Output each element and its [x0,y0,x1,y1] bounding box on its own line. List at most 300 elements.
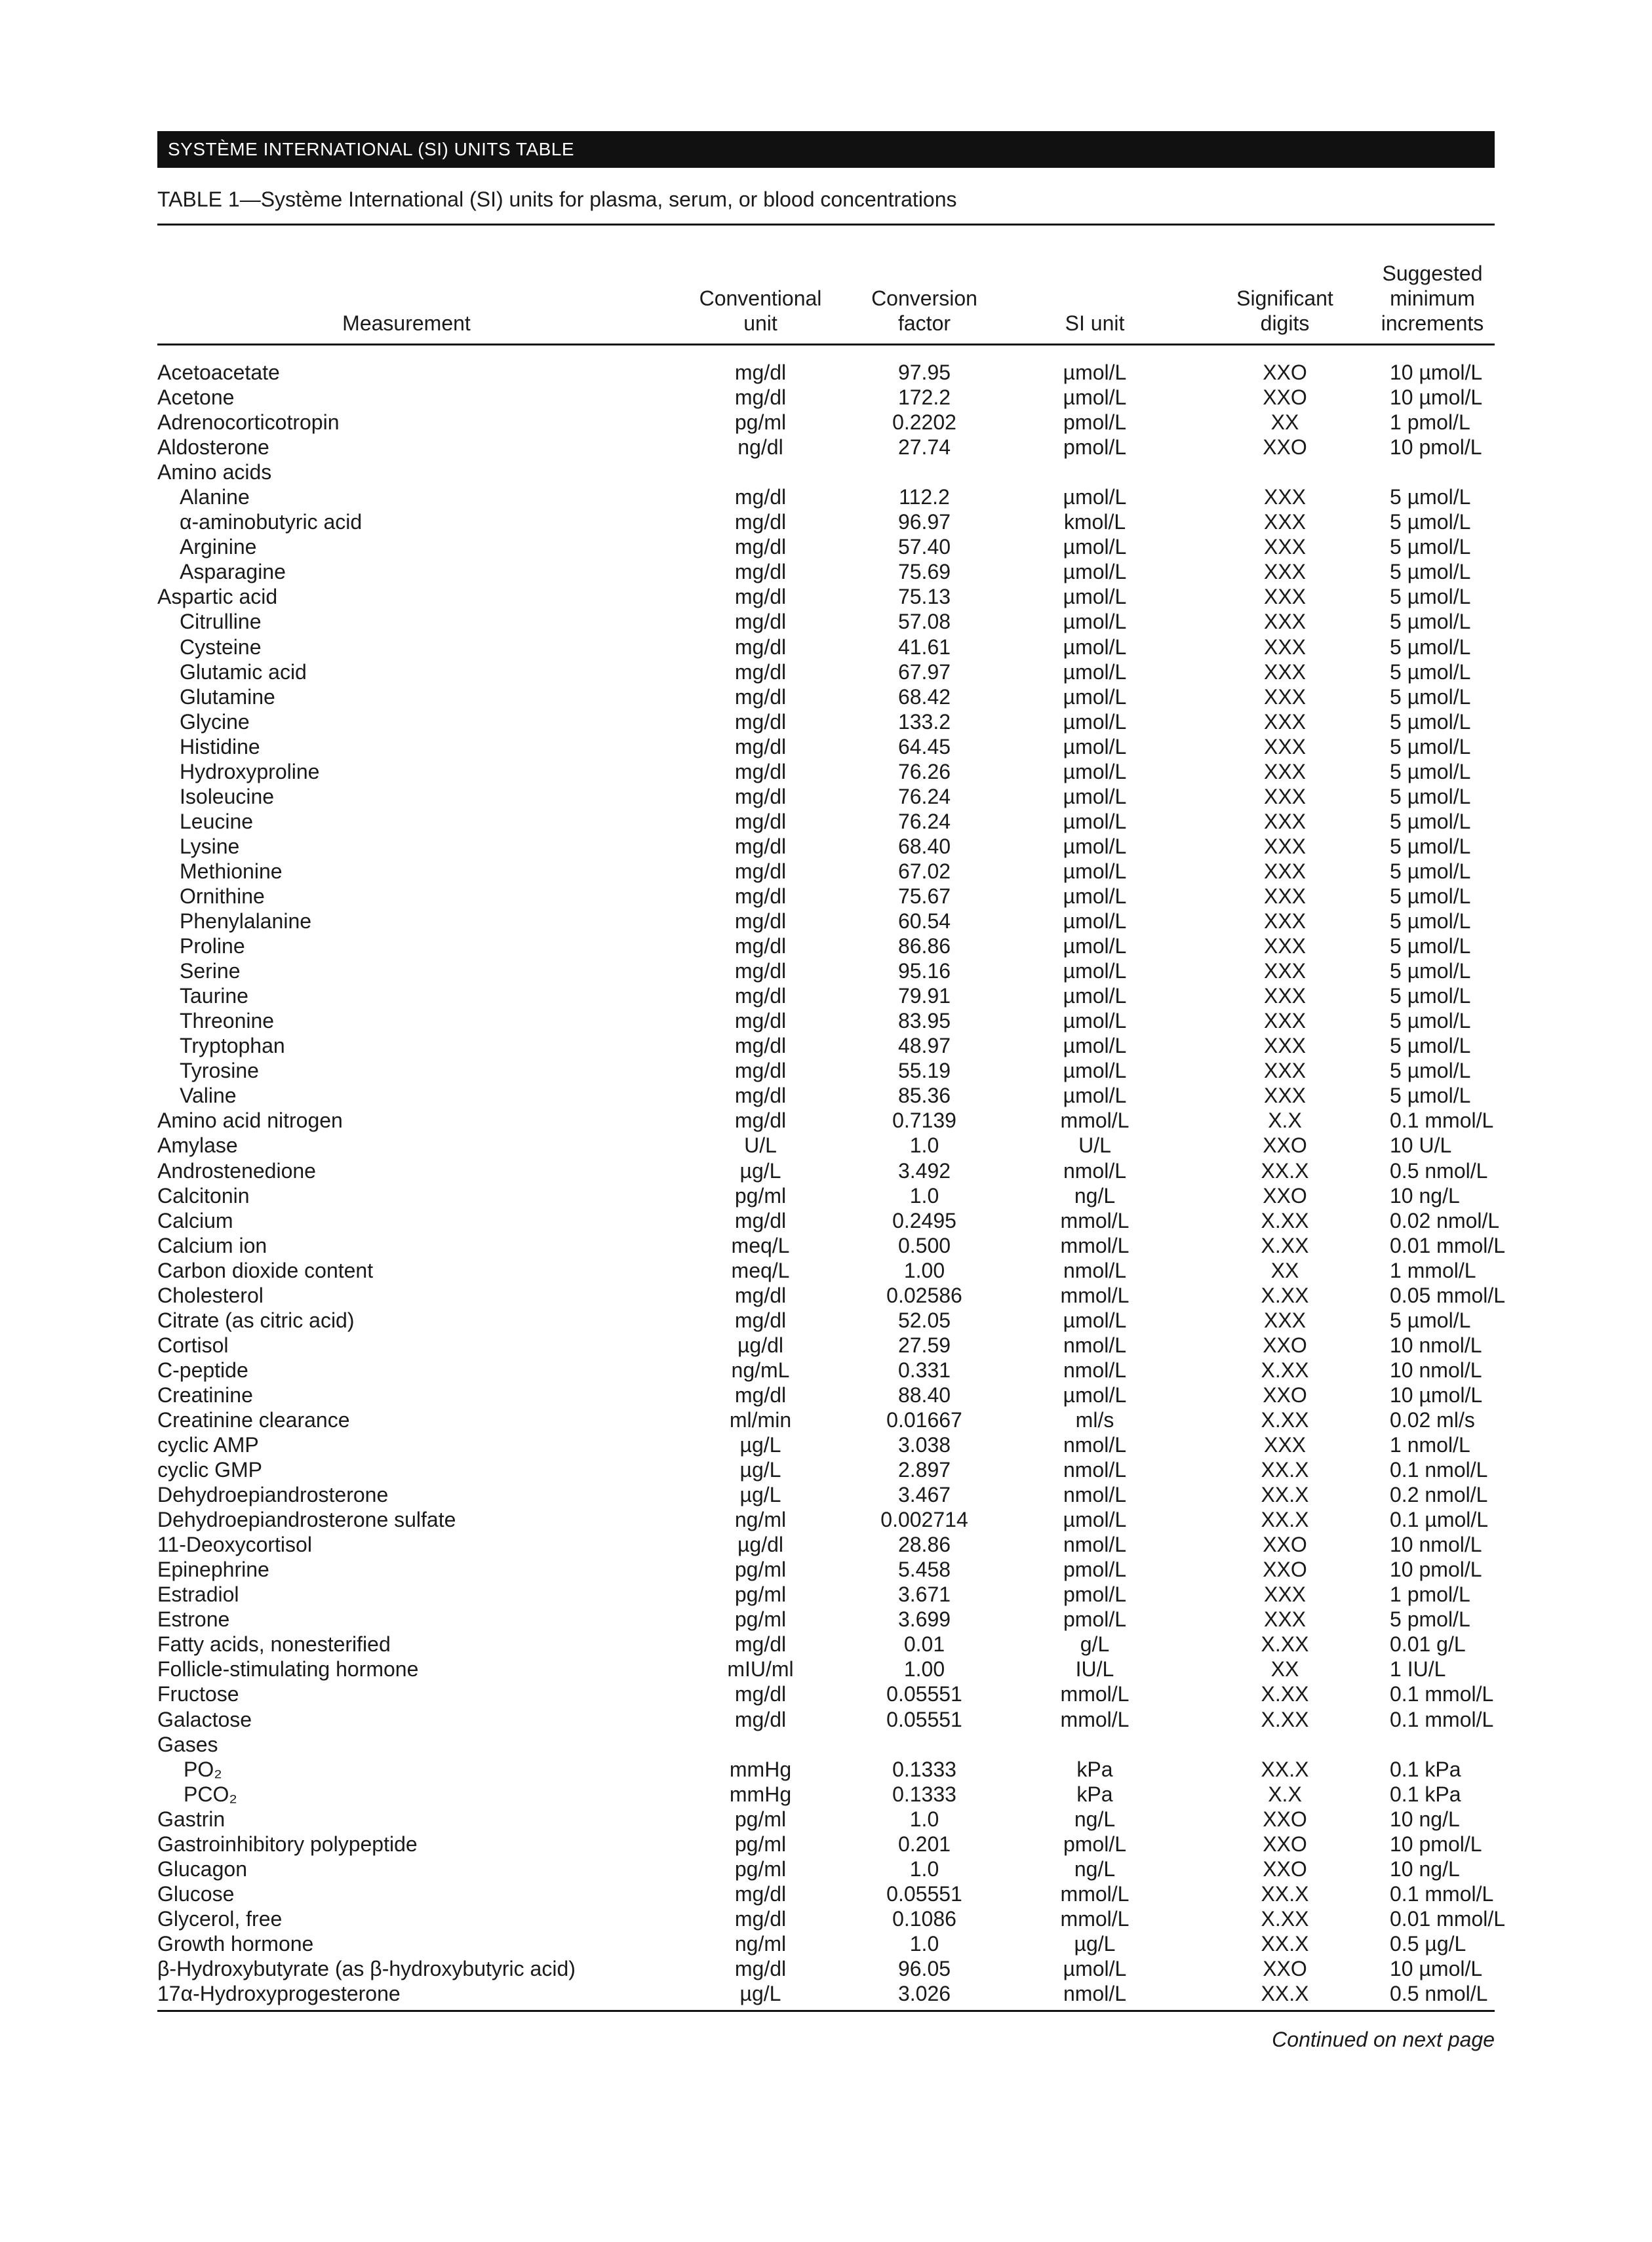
cell-si-unit: pmol/L [1063,1558,1127,1582]
table-row [157,909,1495,934]
cell-conversion-factor: 68.40 [897,834,951,858]
cell-significant-digits: XXO [1263,1333,1307,1357]
cell-conventional-unit: mg/dl [734,1208,787,1232]
table-row [157,934,1495,958]
cell-conventional-unit: mg/dl [734,510,787,534]
cell-measurement: Glutamic acid [180,659,307,684]
cell-conventional-unit: mg/dl [734,1707,787,1731]
cell-measurement: Fatty acids, nonesterified [157,1632,391,1657]
cell-conversion-factor: 172.2 [897,385,951,410]
table-row [157,1956,1495,1981]
cell-conversion-factor: 0.2202 [892,410,956,435]
table-row [157,1083,1495,1108]
table-row [157,635,1495,659]
cell-conventional-unit: mg/dl [734,1084,787,1108]
cell-conventional-unit: mg/dl [734,759,787,783]
cell-increment: 5 µmol/L [1390,759,1471,783]
table-row [157,709,1495,734]
table-row [157,609,1495,634]
cell-increment: 10 ng/L [1390,1183,1460,1208]
header-measurement: Measurement [342,311,471,335]
cell-measurement: Amino acid nitrogen [157,1109,343,1133]
table-row [157,435,1495,460]
cell-measurement: Acetone [157,385,235,410]
cell-measurement: Proline [180,934,245,958]
table-caption: TABLE 1—Système International (SI) units for plasma, serum, or blood concentrations [157,187,957,211]
cell-increment: 5 µmol/L [1390,610,1471,634]
cell-significant-digits: XXX [1263,1009,1307,1033]
cell-increment: 5 µmol/L [1390,834,1471,858]
cell-conversion-factor: 79.91 [897,984,951,1008]
cell-significant-digits: XXX [1263,560,1307,584]
cell-increment: 0.5 µg/L [1390,1931,1466,1956]
cell-increment: 10 nmol/L [1390,1333,1482,1357]
table-row [157,460,1495,484]
cell-conventional-unit: mg/dl [734,934,787,958]
cell-si-unit: nmol/L [1063,1982,1127,2006]
cell-increment: 5 µmol/L [1390,1308,1471,1332]
cell-significant-digits: XXO [1263,385,1307,410]
cell-conversion-factor: 76.24 [897,809,951,833]
cell-conventional-unit: mg/dl [734,560,787,584]
cell-conversion-factor: 0.331 [897,1358,951,1382]
cell-conventional-unit: U/L [744,1133,777,1158]
table-row [157,1333,1495,1358]
continued-note: Continued on next page [1272,2028,1495,2052]
cell-conversion-factor: 1.00 [903,1258,945,1282]
cell-increment: 0.1 nmol/L [1390,1458,1488,1482]
cell-increment: 5 µmol/L [1390,859,1471,883]
cell-measurement: Phenylalanine [180,909,312,934]
cell-significant-digits: XXO [1263,1807,1307,1831]
table-row [157,1058,1495,1083]
cell-conventional-unit: ng/ml [734,1508,787,1532]
cell-si-unit: nmol/L [1063,1333,1127,1357]
cell-conversion-factor: 0.02586 [886,1283,962,1307]
cell-measurement: Glycerol, free [157,1906,283,1931]
cell-si-unit: kmol/L [1063,510,1126,534]
cell-increment: 5 µmol/L [1390,884,1471,908]
cell-si-unit: µmol/L [1063,1059,1127,1083]
cell-si-unit: mmol/L [1060,1707,1130,1731]
cell-measurement: Asparagine [180,560,286,584]
cell-increment: 5 µmol/L [1390,585,1471,609]
cell-significant-digits: XXX [1263,709,1307,734]
cell-significant-digits: XXX [1263,659,1307,684]
cell-si-unit: µmol/L [1063,385,1127,410]
cell-si-unit: µg/L [1074,1931,1116,1956]
cell-conversion-factor: 88.40 [897,1383,951,1407]
cell-increment: 5 µmol/L [1390,734,1471,758]
cell-significant-digits: XXX [1263,535,1307,559]
cell-measurement: Aspartic acid [157,585,278,609]
cell-conversion-factor: 0.01667 [886,1407,962,1432]
table-row [157,1707,1495,1732]
cell-significant-digits: XXO [1263,1558,1307,1582]
cell-significant-digits: XXX [1263,585,1307,609]
cell-conventional-unit: mg/dl [734,385,787,410]
table-row [157,1407,1495,1432]
cell-significant-digits: XX.X [1261,1158,1309,1183]
cell-increment: 10 ng/L [1390,1857,1460,1881]
cell-conventional-unit: mg/dl [734,1682,787,1706]
cell-measurement: Glucagon [157,1857,247,1881]
table-row [157,1258,1495,1283]
cell-conversion-factor: 1.0 [909,1857,939,1881]
table-row [157,1033,1495,1058]
cell-conventional-unit: mg/dl [734,834,787,858]
cell-si-unit: pmol/L [1063,1832,1127,1856]
table-row [157,759,1495,784]
cell-measurement: Galactose [157,1707,252,1731]
table-row [157,1732,1495,1757]
cell-conversion-factor: 1.0 [909,1133,939,1158]
cell-significant-digits: XXX [1263,1607,1307,1632]
cell-measurement: Growth hormone [157,1931,314,1956]
cell-si-unit: µmol/L [1063,635,1127,659]
cell-conventional-unit: ng/ml [734,1931,787,1956]
cell-conversion-factor: 85.36 [897,1084,951,1108]
cell-conversion-factor: 96.05 [897,1957,951,1980]
cell-conversion-factor: 28.86 [897,1533,951,1557]
cell-measurement: Calcitonin [157,1183,250,1208]
cell-measurement: Taurine [180,984,248,1008]
cell-conventional-unit: mg/dl [734,984,787,1008]
bottom-rule [157,2010,1495,2012]
cell-si-unit: µmol/L [1063,934,1127,958]
cell-increment: 5 µmol/L [1390,510,1471,534]
cell-measurement: Tyrosine [180,1059,259,1083]
cell-si-unit: µmol/L [1063,1034,1127,1058]
cell-increment: 5 µmol/L [1390,1084,1471,1108]
cell-conventional-unit: mg/dl [734,361,787,384]
cell-conversion-factor: 5.458 [897,1558,951,1582]
cell-conventional-unit: pg/ml [734,1607,787,1632]
table-row [157,1432,1495,1457]
cell-conversion-factor: 96.97 [897,510,951,534]
cell-conversion-factor: 0.05551 [886,1682,962,1706]
cell-conventional-unit: mg/dl [734,709,787,734]
cell-conversion-factor: 86.86 [897,934,951,958]
cell-increment: 0.01 mmol/L [1390,1233,1506,1257]
cell-increment: 5 µmol/L [1390,709,1471,734]
cell-conventional-unit: pg/ml [734,410,787,435]
table-row [157,784,1495,809]
cell-conventional-unit: pg/ml [734,1857,787,1881]
cell-significant-digits: XX.X [1261,1982,1309,2006]
cell-conventional-unit: mIU/ml [727,1657,794,1682]
cell-conversion-factor: 97.95 [897,361,951,384]
cell-measurement: Cysteine [180,635,262,659]
cell-increment: 0.1 µmol/L [1390,1508,1489,1532]
table-row [157,1208,1500,1233]
cell-si-unit: µmol/L [1063,585,1127,609]
cell-increment: 1 IU/L [1390,1657,1446,1682]
cell-conventional-unit: µg/dl [737,1533,784,1557]
cell-increment: 1 nmol/L [1390,1433,1470,1457]
cell-si-unit: nmol/L [1063,1483,1127,1507]
cell-si-unit: µmol/L [1063,1308,1127,1332]
cell-measurement: Glycine [180,709,250,734]
table-header [157,226,1495,344]
table-row [157,884,1495,909]
table-row [157,410,1495,435]
cell-increment: 5 µmol/L [1390,535,1471,559]
cell-si-unit: µmol/L [1063,1957,1127,1980]
cell-measurement: Fructose [157,1682,239,1706]
cell-conventional-unit: mg/dl [734,734,787,758]
cell-measurement: Epinephrine [157,1558,269,1582]
table-row [157,1832,1495,1857]
cell-si-unit: mmol/L [1060,1682,1130,1706]
cell-si-unit: µmol/L [1063,535,1127,559]
cell-conventional-unit: mg/dl [734,1109,787,1133]
cell-si-unit: mmol/L [1060,1109,1130,1133]
cell-conventional-unit: pg/ml [734,1183,787,1208]
cell-significant-digits: XXX [1263,1084,1307,1108]
cell-si-unit: mmol/L [1060,1208,1130,1232]
cell-significant-digits: XX.X [1261,1483,1309,1507]
cell-conventional-unit: mg/dl [734,1009,787,1033]
cell-significant-digits: XXX [1263,635,1307,659]
cell-si-unit: ng/L [1074,1807,1116,1831]
cell-conversion-factor: 0.05551 [886,1881,962,1906]
cell-si-unit: µmol/L [1063,834,1127,858]
table-row [157,1906,1506,1931]
cell-measurement: Leucine [180,809,254,833]
cell-significant-digits: X.XX [1261,1707,1309,1731]
cell-conversion-factor: 1.0 [909,1183,939,1208]
table-row [157,1358,1495,1383]
cell-significant-digits: X.XX [1261,1407,1309,1432]
cell-increment: 10 nmol/L [1390,1533,1482,1557]
cell-si-unit: pmol/L [1063,1583,1127,1607]
cell-significant-digits: XXX [1263,859,1307,883]
cell-measurement: Aldosterone [157,435,269,460]
cell-conversion-factor: 57.08 [897,610,951,634]
cell-si-unit: kPa [1076,1757,1113,1781]
cell-conversion-factor: 0.01 [903,1632,945,1657]
cell-significant-digits: X.XX [1261,1358,1309,1382]
cell-measurement: Threonine [180,1009,275,1033]
cell-conversion-factor: 75.67 [897,884,951,908]
cell-measurement: 17α-Hydroxyprogesterone [157,1982,401,2006]
cell-increment: 0.02 ml/s [1390,1407,1475,1432]
cell-increment: 0.1 mmol/L [1390,1682,1494,1706]
cell-si-unit: pmol/L [1063,410,1127,435]
table-row [157,1881,1495,1906]
cell-increment: 5 µmol/L [1390,909,1471,934]
cell-si-unit: nmol/L [1063,1533,1127,1557]
cell-significant-digits: XX.X [1261,1757,1309,1781]
cell-conventional-unit: mg/dl [734,809,787,833]
cell-si-unit: µmol/L [1063,361,1127,384]
cell-si-unit: µmol/L [1063,659,1127,684]
cell-significant-digits: X.XX [1261,1682,1309,1706]
cell-si-unit: mmol/L [1060,1906,1130,1931]
cell-conventional-unit: mg/dl [734,535,787,559]
cell-measurement: cyclic GMP [157,1458,262,1482]
cell-si-unit: µmol/L [1063,784,1127,808]
cell-conventional-unit: µg/L [739,1158,781,1183]
cell-measurement: Hydroxyproline [180,759,320,783]
cell-conversion-factor: 64.45 [897,734,951,758]
cell-conventional-unit: µg/dl [737,1333,784,1357]
cell-measurement: Adrenocorticotropin [157,410,340,435]
table-row [157,834,1495,859]
table-row [157,1008,1495,1033]
cell-significant-digits: XX.X [1261,1458,1309,1482]
table-row [157,1507,1495,1532]
cell-si-unit: µmol/L [1063,809,1127,833]
table-row [157,1607,1495,1632]
table-row [157,1133,1495,1158]
cell-conventional-unit: pg/ml [734,1558,787,1582]
cell-si-unit: g/L [1080,1632,1110,1657]
cell-conversion-factor: 1.0 [909,1807,939,1831]
cell-measurement: Histidine [180,734,260,758]
cell-si-unit: µmol/L [1063,1508,1127,1532]
cell-conversion-factor: 3.026 [897,1982,951,2006]
table-row [157,1682,1495,1706]
table-row [157,1557,1495,1582]
cell-si-unit: ml/s [1075,1407,1114,1432]
cell-conversion-factor: 1.00 [903,1657,945,1682]
table-row [157,484,1495,509]
table-row [157,734,1495,759]
cell-conversion-factor: 112.2 [899,485,950,509]
table-row [157,1308,1495,1333]
cell-conversion-factor: 3.038 [897,1433,951,1457]
cell-conventional-unit: mg/dl [734,1906,787,1931]
cell-si-unit: µmol/L [1063,485,1127,509]
cell-conversion-factor: 0.1333 [892,1757,956,1781]
cell-conversion-factor: 0.201 [897,1832,951,1856]
cell-significant-digits: XXO [1263,361,1307,384]
cell-conversion-factor: 48.97 [897,1034,951,1058]
cell-conventional-unit: mg/dl [734,784,787,808]
cell-conventional-unit: mg/dl [734,1059,787,1083]
cell-increment: 5 µmol/L [1390,560,1471,584]
cell-increment: 5 µmol/L [1390,959,1471,983]
cell-si-unit: mmol/L [1060,1881,1130,1906]
cell-conventional-unit: pg/ml [734,1583,787,1607]
cell-si-unit: µmol/L [1063,909,1127,934]
table-row [157,385,1495,410]
cell-conventional-unit: mmHg [729,1757,792,1781]
table-row [157,1657,1495,1682]
cell-conversion-factor: 52.05 [897,1308,951,1332]
cell-measurement: Citrulline [180,610,262,634]
cell-si-unit: µmol/L [1063,859,1127,883]
cell-measurement: 11-Deoxycortisol [157,1533,312,1557]
cell-conventional-unit: mmHg [729,1782,792,1806]
cell-conversion-factor: 133.2 [897,709,951,734]
cell-significant-digits: XXX [1263,759,1307,783]
cell-significant-digits: X.XX [1261,1233,1309,1257]
cell-si-unit: µmol/L [1063,1009,1127,1033]
table-row [157,958,1495,983]
cell-increment: 1 pmol/L [1390,410,1470,435]
cell-significant-digits: X.X [1268,1782,1302,1806]
cell-conventional-unit: mg/dl [734,684,787,709]
cell-measurement: Androstenedione [157,1158,316,1183]
cell-significant-digits: X.XX [1261,1632,1309,1657]
cell-significant-digits: XXX [1263,684,1307,709]
cell-measurement: Cortisol [157,1333,229,1357]
cell-conversion-factor: 0.1086 [892,1906,956,1931]
cell-increment: 5 µmol/L [1390,485,1471,509]
cell-conventional-unit: ng/mL [731,1358,790,1382]
cell-conventional-unit: mg/dl [734,585,787,609]
cell-si-unit: ng/L [1074,1857,1116,1881]
cell-significant-digits: X.XX [1261,1906,1309,1931]
cell-si-unit: IU/L [1075,1657,1114,1682]
cell-conventional-unit: mg/dl [734,1383,787,1407]
table-row [157,809,1495,834]
cell-measurement: Dehydroepiandrosterone sulfate [157,1508,456,1532]
cell-conversion-factor: 75.69 [897,560,951,584]
cell-measurement: C-peptide [157,1358,248,1382]
cell-significant-digits: XX.X [1261,1881,1309,1906]
cell-measurement: Carbon dioxide content [157,1258,374,1282]
cell-conversion-factor: 0.2495 [892,1208,956,1232]
document-page [157,131,1506,2052]
cell-increment: 0.1 kPa [1390,1782,1461,1806]
table-row [157,1757,1495,1782]
header-rule [157,344,1495,345]
cell-increment: 5 µmol/L [1390,934,1471,958]
cell-measurement: α-aminobutyric acid [180,510,363,534]
header-significant-digits: Significant digits [1236,286,1333,335]
table-row [157,1582,1495,1607]
header-si-unit: SI unit [1065,311,1125,335]
cell-conventional-unit: mg/dl [734,635,787,659]
cell-measurement: Amino acids [157,460,272,484]
cell-conversion-factor: 68.42 [897,684,951,709]
cell-conversion-factor: 95.16 [897,959,951,983]
cell-increment: 10 µmol/L [1390,361,1483,384]
cell-measurement: Glutamine [180,684,275,709]
cell-conventional-unit: µg/L [739,1458,781,1482]
cell-increment: 5 µmol/L [1390,659,1471,684]
cell-measurement: Creatinine clearance [157,1407,350,1432]
cell-increment: 10 pmol/L [1390,1558,1482,1582]
cell-conventional-unit: mg/dl [734,1308,787,1332]
cell-conventional-unit: pg/ml [734,1832,787,1856]
cell-increment: 0.1 mmol/L [1390,1109,1494,1133]
cell-increment: 5 µmol/L [1390,1059,1471,1083]
cell-increment: 5 µmol/L [1390,635,1471,659]
cell-conventional-unit: mg/dl [734,1957,787,1980]
cell-measurement: cyclic AMP [157,1433,259,1457]
cell-conversion-factor: 67.97 [897,659,951,684]
cell-measurement: Calcium [157,1208,233,1232]
header-conversion-factor: Conversion factor [871,286,977,335]
cell-si-unit: µmol/L [1063,984,1127,1008]
cell-si-unit: µmol/L [1063,959,1127,983]
cell-conventional-unit: mg/dl [734,1632,787,1657]
cell-conventional-unit: mg/dl [734,884,787,908]
cell-conversion-factor: 3.492 [897,1158,951,1183]
cell-significant-digits: XX [1270,1657,1299,1682]
cell-significant-digits: XXX [1263,734,1307,758]
cell-increment: 10 µmol/L [1390,385,1483,410]
cell-measurement: Lysine [180,834,240,858]
cell-measurement: Tryptophan [180,1034,285,1058]
cell-increment: 1 mmol/L [1390,1258,1476,1282]
cell-conversion-factor: 0.002714 [880,1508,968,1532]
